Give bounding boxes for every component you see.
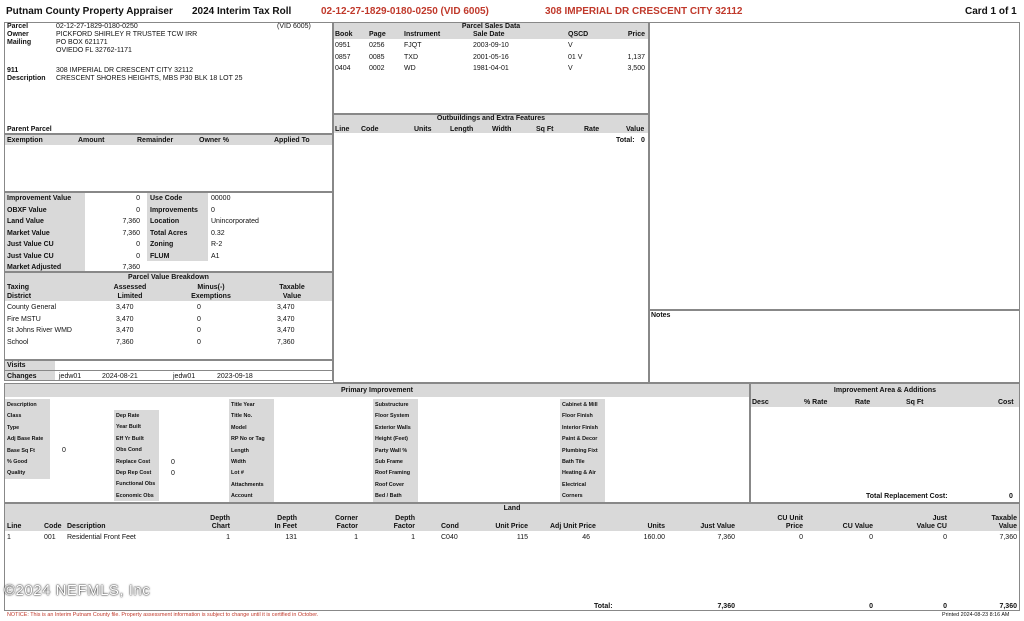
land-header-top: Depth	[210, 515, 230, 522]
improvement-field-label: Title Year	[231, 402, 255, 408]
land-total-taxable: 7,360	[999, 603, 1017, 610]
sales-price: 3,500	[627, 65, 645, 72]
sales-title: Parcel Sales Data	[461, 23, 521, 30]
outbuildings-header: Sq Ft	[536, 126, 554, 133]
ia-cost-header: Cost	[998, 399, 1014, 406]
parcel-label: Parcel	[7, 23, 29, 30]
sales-cell: 2003-09-10	[473, 42, 509, 49]
improvement-field-label: Exterior Walls	[375, 424, 411, 431]
land-cell: 0	[869, 534, 873, 541]
breakdown-title: Parcel Value Breakdown	[128, 274, 209, 281]
improvement-field-label: Substructure	[375, 402, 409, 408]
value-amount: 7,360	[122, 229, 140, 237]
improvement-field-label: Interior Finish	[562, 424, 598, 431]
improvement-field-label: Bed / Bath	[375, 493, 402, 500]
improvement-field-label: Obs Cond	[116, 447, 142, 454]
base-sqft-value: 0	[62, 447, 66, 454]
improvement-field-label: Class	[7, 413, 22, 420]
breakdown-cell: 0	[197, 315, 201, 323]
card-number: Card 1 of 1	[965, 6, 1017, 17]
owner-pct-header: Owner %	[199, 137, 229, 144]
sales-price: 1,137	[627, 53, 645, 61]
outbuildings-total-label: Total:	[616, 137, 635, 144]
value-label: Market Value	[7, 229, 50, 237]
sales-cell: 2001-05-16	[473, 53, 509, 61]
improvement-field-label: Type	[7, 424, 20, 431]
value-label: Just Value CU	[7, 252, 54, 260]
breakdown-cell: 3,470	[116, 327, 134, 334]
outbuildings-header: Line	[335, 126, 350, 133]
attribute-value: 0	[211, 206, 215, 214]
improvement-field-label: Account	[231, 493, 253, 500]
land-cell: 001	[44, 534, 56, 541]
land-header-bottom: Just Value	[700, 523, 735, 530]
vid-number: (VID 6005)	[277, 23, 311, 30]
attribute-label: Use Code	[150, 195, 183, 202]
improvement-field-label: Floor System	[375, 413, 410, 420]
land-cell: 0	[943, 534, 947, 541]
sales-cell: WD	[404, 65, 416, 72]
sales-cell: 0256	[369, 42, 385, 49]
tax-roll-title: 2024 Interim Tax Roll	[192, 6, 292, 17]
land-cell: 1	[7, 534, 11, 541]
outbuildings-header: Rate	[584, 126, 600, 133]
total-replacement-label: Total Replacement Cost:	[866, 493, 948, 500]
land-cell: 7,360	[717, 534, 735, 541]
improvement-field-label: Quality	[7, 470, 26, 477]
exemptions-header-2: Exemptions	[191, 293, 231, 300]
sales-cell: V	[568, 65, 573, 72]
land-cell: 7,360	[999, 534, 1017, 541]
land-header-bottom: Line	[7, 523, 22, 530]
improvement-field-label: Eff Yr Built	[116, 435, 144, 442]
improvement-field-label: Width	[231, 459, 246, 465]
improvement-field-label: Dep Rep Cost	[116, 470, 152, 476]
description-label: Description	[7, 75, 46, 82]
breakdown-cell: 3,470	[277, 304, 295, 311]
improvement-field-label: Functional Obs	[116, 481, 156, 488]
sales-cell: 0085	[369, 53, 385, 61]
land-header-bottom: Factor	[393, 523, 415, 530]
sales-cell: 0002	[369, 65, 385, 72]
land-header-bottom: Cond	[441, 523, 459, 530]
sales-cell: FJQT	[404, 42, 422, 49]
value-amount: 7,360	[122, 218, 140, 225]
owner-label: Owner	[7, 31, 29, 38]
breakdown-cell: 7,360	[116, 338, 134, 346]
improvement-field-label: Description	[7, 402, 37, 408]
address-911: 308 IMPERIAL DR CRESCENT CITY 32112	[56, 67, 194, 74]
breakdown-cell: 0	[197, 304, 201, 311]
value-amount: 0	[136, 241, 140, 248]
land-cell: 1	[411, 534, 415, 541]
breakdown-cell: St Johns River WMD	[7, 327, 72, 334]
change-date-2: 2023-09-18	[217, 373, 253, 380]
land-cell: 160.00	[643, 534, 665, 541]
exemption-header: Exemption	[7, 137, 43, 144]
improvement-field-label: Heating & Air	[562, 470, 596, 477]
notes-label: Notes	[651, 312, 671, 319]
legal-description: CRESCENT SHORES HEIGHTS, MBS P30 BLK 18 LOT 25	[56, 75, 243, 82]
land-header-top: Depth	[395, 515, 415, 522]
visits-label: Visits	[7, 362, 26, 369]
land-header-top: CU Unit	[777, 515, 803, 522]
improvement-field-label: Replace Cost	[116, 458, 151, 465]
improvement-field-label: Title No.	[231, 413, 253, 420]
attribute-value: 0.32	[211, 229, 225, 237]
improvement-field-label: Sub Frame	[375, 459, 403, 465]
ia-desc-header: Desc	[752, 399, 769, 406]
land-header-bottom: Chart	[211, 523, 230, 530]
exemptions-header-1: Minus(-)	[197, 284, 225, 291]
breakdown-cell: 7,360	[277, 338, 295, 346]
sales-book-header: Book	[335, 31, 353, 38]
911-label: 911	[7, 67, 19, 74]
outbuildings-header: Length	[450, 126, 474, 133]
sales-page-header: Page	[369, 31, 386, 38]
breakdown-cell: 3,470	[277, 315, 295, 323]
outbuildings-header: Units	[414, 126, 432, 133]
value-amount: 7,360	[122, 264, 140, 271]
changes-label: Changes	[7, 373, 37, 380]
land-header-bottom: In Feet	[274, 523, 297, 530]
mailing-label: Mailing	[7, 39, 32, 46]
land-header-bottom: Price	[785, 523, 803, 530]
land-title: Land	[503, 505, 521, 512]
improvement-field-label: Height (Feet)	[375, 436, 408, 443]
outbuildings-header: Code	[361, 126, 379, 133]
breakdown-cell: County General	[7, 304, 57, 311]
improvement-field-label: Cabinet & Mill	[562, 402, 598, 408]
breakdown-cell: School	[7, 338, 29, 346]
value-amount: 0	[136, 195, 140, 202]
value-amount: 0	[136, 252, 140, 260]
sales-cell: 0857	[335, 53, 351, 61]
owner-name: PICKFORD SHIRLEY R TRUSTEE TCW IRR	[56, 31, 198, 38]
land-header-top: Taxable	[991, 515, 1017, 522]
improvement-field-label: Bath Tile	[562, 459, 585, 465]
sales-cell: V	[568, 42, 573, 49]
land-header-bottom: CU Value	[842, 523, 873, 530]
breakdown-cell: 0	[197, 338, 201, 346]
value-label: OBXF Value	[7, 206, 47, 214]
land-header-bottom: Value CU	[916, 523, 947, 530]
sales-cell: 0404	[335, 65, 351, 72]
land-header-bottom: Adj Unit Price	[550, 523, 596, 530]
improvement-field-label: Roof Cover	[375, 481, 405, 488]
land-header-top: Corner	[335, 515, 358, 522]
attribute-value: Unincorporated	[211, 218, 259, 225]
improvement-area-title: Improvement Area & Additions	[833, 387, 937, 394]
taxable-header-1: Taxable	[279, 284, 305, 291]
improvement-field-label: Plumbing Fixt	[562, 447, 598, 454]
outbuildings-total: 0	[641, 137, 645, 144]
sales-cell: 1981-04-01	[473, 65, 509, 72]
breakdown-cell: 3,470	[116, 304, 134, 311]
outbuildings-section	[333, 114, 649, 383]
total-replacement-value: 0	[1009, 493, 1013, 500]
change-user-2: jedw01	[173, 373, 196, 380]
outbuildings-title: Outbuildings and Extra Features	[436, 115, 546, 122]
notes-section	[649, 310, 1020, 383]
land-header-top: Just	[932, 515, 947, 522]
attribute-label: Total Acres	[150, 229, 188, 237]
value-label: Market Adjusted	[7, 264, 62, 271]
outbuildings-header: Value	[626, 126, 645, 133]
improvement-field-label: Year Built	[116, 424, 141, 431]
change-user-1: jedw01	[59, 373, 82, 380]
land-cell: 1	[226, 534, 230, 541]
printed-timestamp: Printed 2024-08-23 8:16 AM	[942, 612, 1010, 618]
mailing-line-1: PO BOX 621171	[56, 39, 108, 46]
sales-price-header: Price	[627, 31, 645, 38]
improvement-field-label: Electrical	[562, 481, 586, 488]
applied-to-header: Applied To	[274, 137, 310, 144]
land-header-bottom: Code	[44, 523, 62, 530]
dep-rep-cost-value: 0	[171, 470, 175, 477]
land-header-top: Depth	[277, 515, 297, 522]
outbuildings-header: Width	[492, 126, 512, 133]
parcel-vid-title: 02-12-27-1829-0180-0250 (VID 6005)	[321, 6, 489, 17]
sales-date-header: Sale Date	[473, 31, 505, 38]
land-total-cu: 0	[869, 603, 873, 610]
sales-qscd-header: QSCD	[568, 31, 589, 38]
remainder-header: Remainder	[137, 137, 174, 144]
primary-improvement-title: Primary Improvement	[341, 387, 413, 394]
improvement-field-label: Model	[231, 424, 247, 431]
value-label: Just Value CU	[7, 241, 54, 248]
improvement-field-label: Base Sq Ft	[7, 447, 35, 454]
ia-rate-pct-header: % Rate	[804, 399, 828, 406]
breakdown-cell: Fire MSTU	[7, 315, 41, 323]
breakdown-cell: 0	[197, 327, 201, 334]
assessed-header-1: Assessed	[113, 284, 147, 291]
land-total-just: 7,360	[717, 603, 735, 610]
land-header-bottom: Unit Price	[495, 523, 528, 530]
attribute-label: Location	[150, 218, 180, 225]
taxable-header-2: Value	[282, 293, 302, 300]
improvement-field-label: Party Wall %	[375, 447, 408, 454]
attribute-value: R-2	[211, 241, 223, 248]
improvement-field-label: Economic Obs	[116, 492, 154, 499]
taxing-header-1: Taxing	[7, 284, 30, 291]
improvement-field-label: Length	[231, 447, 249, 454]
sales-cell: 0951	[335, 42, 351, 49]
value-label: Improvement Value	[7, 195, 72, 202]
land-cell: 46	[582, 534, 590, 541]
right-blank-section	[649, 22, 1020, 310]
sales-cell: TXD	[404, 53, 418, 61]
mailing-line-2: OVIEDO FL 32762-1171	[56, 47, 132, 54]
parcel-number: 02-12-27-1829-0180-0250	[56, 23, 138, 30]
breakdown-cell: 3,470	[116, 315, 134, 323]
improvement-field-label: RP No or Tag	[231, 436, 265, 443]
sales-instrument-header: Instrument	[404, 31, 441, 38]
value-label: Land Value	[7, 218, 44, 225]
page-title: Putnam County Property Appraiser	[6, 6, 173, 17]
land-cell: 0	[799, 534, 803, 541]
improvement-field-label: Paint & Decor	[562, 436, 598, 443]
breakdown-cell: 3,470	[277, 327, 295, 334]
replace-cost-value: 0	[171, 459, 175, 466]
attribute-label: FLUM	[150, 252, 170, 260]
land-cell: Residential Front Feet	[67, 534, 136, 541]
parent-parcel-label: Parent Parcel	[7, 126, 52, 133]
attribute-label: Improvements	[150, 206, 198, 214]
improvement-field-label: Floor Finish	[562, 413, 593, 420]
land-cell: C040	[441, 534, 458, 541]
improvement-field-label: Adj Base Rate	[7, 436, 44, 443]
land-total-label: Total:	[594, 603, 613, 610]
taxing-header-2: District	[7, 293, 32, 300]
sales-cell: 01 V	[568, 53, 583, 61]
land-header-bottom: Value	[998, 523, 1017, 530]
land-header-bottom: Factor	[336, 523, 358, 530]
footer-notice: NOTICE: This is an Interim Putnam County file. Property assessment information is subject to change until it is certified in October.	[7, 612, 319, 618]
improvement-field-label: Lot #	[231, 470, 244, 477]
improvement-field-label: Dep Rate	[116, 413, 140, 419]
value-amount: 0	[136, 206, 140, 214]
improvement-field-label: Attachments	[231, 481, 264, 488]
attribute-label: Zoning	[150, 241, 174, 248]
improvement-field-label: % Good	[7, 459, 28, 465]
ia-sqft-header: Sq Ft	[906, 399, 924, 406]
land-header-bottom: Description	[67, 523, 106, 530]
watermark: ©2024 NEFMLS, Inc	[4, 582, 151, 599]
land-cell: 131	[285, 534, 297, 541]
land-header-bottom: Units	[647, 523, 665, 530]
assessed-header-2: Limited	[117, 293, 143, 300]
address-title: 308 IMPERIAL DR CRESCENT CITY 32112	[545, 6, 743, 17]
land-total-jvcu: 0	[943, 603, 947, 610]
amount-header: Amount	[78, 137, 105, 144]
land-cell: 1	[354, 534, 358, 541]
land-cell: 115	[516, 534, 528, 541]
change-date-1: 2024-08-21	[102, 373, 138, 380]
attribute-value: A1	[211, 252, 220, 260]
improvement-field-label: Corners	[562, 493, 583, 500]
attribute-value: 00000	[211, 195, 231, 202]
improvement-field-label: Roof Framing	[375, 470, 411, 477]
ia-rate-header: Rate	[855, 399, 871, 406]
